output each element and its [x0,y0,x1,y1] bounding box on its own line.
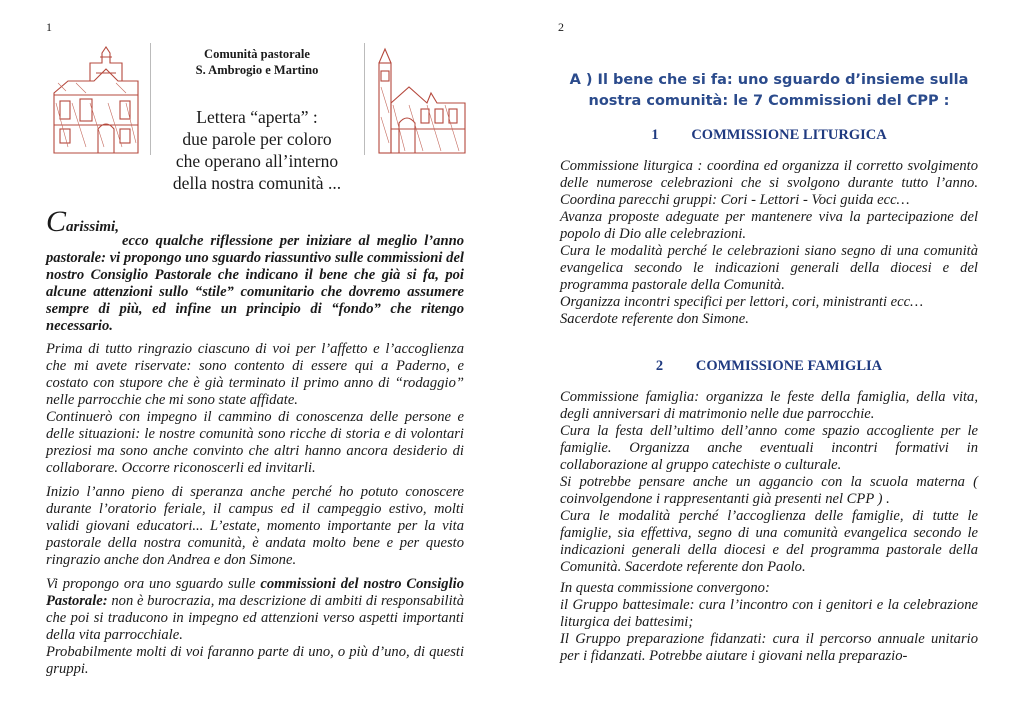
commission-number: 2 [655,358,664,374]
page-number: 2 [558,20,564,34]
commission-famiglia-heading [560,358,978,375]
paragraph: Commissione famiglia: organizza le feste della famiglia, della vita, degli anniversari di matrimonio nelle due parrocchie. [560,389,978,422]
community-header [150,46,364,78]
paragraph: Cura le modalità perché le celebrazioni siano segno di una comunità evangelica secondo le indicazioni generali della diocesi e del programma pastorale della Comunità. [560,243,978,293]
drop-cap: C [46,205,67,238]
paragraph: Si potrebbe pensare anche un aggancio con la scuola materna ( coinvolgendone i rappresentanti già presenti nel CPP ) . [560,474,978,507]
paragraph: Continuerò con impegno il cammino di conoscenza delle persone e delle situazioni: le nostre comunità sono ricche di storia e di volontari preziosi ma sono anche convinto che altri hanno ancora desiderio di collaborare. Occorre riconoscerli ed invitarli. [46,409,464,476]
paragraph: Il Gruppo preparazione fidanzati: cura il percorso annuale unitario per i fidanzati. Potrebbe aiutare i giovani nella preparazio- [560,631,978,664]
letter-title-line: due parole per coloro [182,129,332,149]
converging-groups [560,580,978,665]
commission-famiglia-body [560,389,978,576]
commission-title: COMMISSIONE FAMIGLIA [695,358,883,374]
paragraph: Avanza proposte adeguate per mantenere viva la partecipazione del popolo di Dio alle celebrazioni. [560,209,978,242]
church-illustration-left [46,43,151,155]
letter-title [150,106,364,194]
commission-title: COMMISSIONE LITURGICA [691,127,887,143]
right-page [512,0,1024,724]
paragraph-text: non è burocrazia, ma descrizione di ambiti di responsabilità che poi si traducono in impegno ed attenzioni verso aspetti importanti della vita parrocchiale. [46,593,464,643]
paragraph: Organizza incontri specifici per lettori, cori, ministranti ecc… [560,294,924,310]
community-parishes: S. Ambrogio e Martino [195,63,319,77]
commissions-emphasis: commissioni del nostro Consiglio Pastorale: [46,576,464,609]
community-name: Comunità pastorale [204,47,310,61]
letter-title-line: che operano all’interno [175,151,339,171]
page-number: 1 [46,20,52,34]
letter-title-line: della nostra comunità ... [172,173,342,193]
paragraph: Cura la festa dell’ultimo dell’anno come spazio accogliente per le famiglie. Organizza anche eventuali incontri formativi in collaborazione al gruppo catechiste o culturale. [560,423,978,473]
letter-body [46,341,464,685]
paragraph: Commissione liturgica : coordina ed organizza il corretto svolgimento delle numerose celebrazioni che si svolgono durante tutto l’anno. Coordina parecchi gruppi: Cori - Lettori - Voci guida ecc… [560,158,978,208]
church-illustration-right [364,43,469,155]
paragraph: Probabilmente molti di voi faranno parte di uno, o più d’uno, di questi gruppi. [46,644,464,677]
intro-paragraph: ecco qualche riflessione per iniziare al meglio l’anno pastorale: vi propongo uno sguardo riassuntivo sulle commissioni del nostro Consiglio Pastorale che indicano il bene che già si fa, poi alcune attenzioni sullo “stile” comunitario che dovremo assumere sempre di più, ed infine un principio di “fondo” che ritengo necessario. [46,233,464,334]
church-facade-icon [46,43,146,155]
paragraph: Cura le modalità perché l’accoglienza delle famiglie, di tutte le famiglie, sia effettiva, segno di una comunità evangelica secondo le indicazioni generali della diocesi e del programma pastorale della Comunità. Sacerdote referente don Paolo. [560,508,978,575]
paragraph: Prima di tutto ringrazio ciascuno di voi per l’affetto e l’accoglienza che mi avete riservate: sono contento di essere qui a Paderno, e costato con stupore che è già terminato il primo anno di “rodaggio” nelle parrocchie che mi sono state affidate. [46,341,464,408]
paragraph: il Gruppo battesimale: cura l’incontro con i genitori e la celebrazione liturgica dei battesimi; [560,597,978,630]
paragraph: Inizio l’anno pieno di speranza anche perché ho potuto conoscere durante l’oratorio feriale, il campus ed il campeggio estivo, molti validi giovani educatori... L’estate, momento importante per la vita pastorale della nostra comunità, è andata molto bene e per questo ringrazio anche don Andrea e don Simone. [46,484,464,568]
paragraph [46,576,464,644]
commission-liturgica-heading [560,127,978,144]
paragraph: In questa commissione convergono: [560,580,770,596]
paragraph: Sacerdote referente don Simone. [560,311,749,327]
paragraph-text: Vi propongo ora uno sguardo sulle [46,576,261,592]
greeting-text: arissimi, [66,219,119,235]
church-bell-tower-icon [369,43,469,155]
letter-title-line: Lettera “aperta” : [196,107,318,127]
commission-number: 1 [651,127,659,143]
commission-liturgica-body [560,158,978,328]
section-a-heading: A ) Il bene che si fa: uno sguardo d’insieme sulla nostra comunità: le 7 Commissioni del CPP : [569,72,969,109]
